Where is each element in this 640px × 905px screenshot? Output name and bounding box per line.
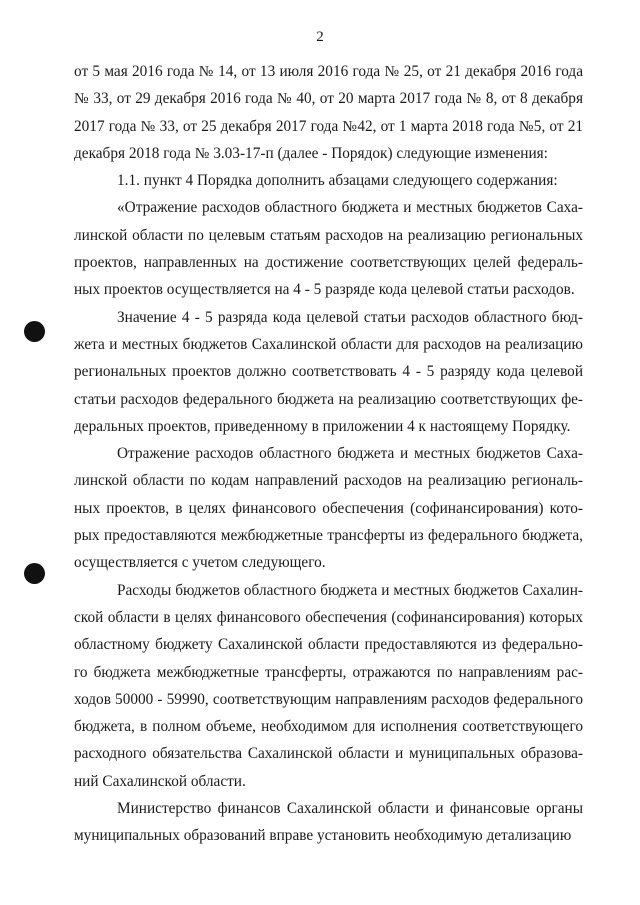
- text-line: 1.1. пункт 4 Порядка дополнить абзацами следующего содержания:: [117, 172, 558, 190]
- text-line: жета и местных бюджетов Сахалинской области для расходов на реализацию: [74, 335, 583, 353]
- text-line: бюджета, в полном объеме, необходимом для исполнения соответствующего: [74, 718, 583, 736]
- text-line: расходного обязательства Сахалинской области и муниципальных образова-: [74, 745, 583, 763]
- paragraph-p6: [74, 577, 583, 795]
- text-line: ской области в целях финансового обеспечения (софинансирования) которых: [74, 608, 583, 626]
- text-line: статьи расходов федерального бюджета на реализацию соответствующих фе-: [74, 390, 583, 408]
- punch-hole-top: [24, 321, 45, 342]
- paragraph-p1: [74, 58, 583, 167]
- text-line: областному бюджету Сахалинской области предоставляются из федерально-: [74, 636, 583, 654]
- page-number: 2: [316, 29, 324, 45]
- punch-hole-bottom: [24, 563, 45, 584]
- text-line: ных проектов осуществляется на 4 - 5 разряде кода целевой статьи расходов.: [74, 281, 575, 299]
- text-line: го бюджета межбюджетные трансферты, отражаются по направлениям рас-: [74, 663, 583, 681]
- text-line: рых предоставляются межбюджетные трансферты из федерального бюджета,: [74, 527, 583, 545]
- paragraph-p3: [74, 194, 583, 303]
- text-line: осуществляется с учетом следующего.: [74, 554, 326, 572]
- paragraph-p2: [74, 167, 583, 194]
- text-line: деральных проектов, приведенному в приложении 4 к настоящему Порядку.: [74, 417, 571, 435]
- text-line: линской области по кодам направлений расходов на реализацию региональ-: [74, 472, 583, 490]
- text-line: декабря 2018 года № 3.03-17-п (далее - Порядок) следующие изменения:: [74, 144, 548, 162]
- text-line: ний Сахалинской области.: [74, 772, 246, 790]
- text-line: «Отражение расходов областного бюджета и местных бюджетов Саха-: [117, 199, 583, 217]
- document-body: [74, 58, 583, 850]
- text-line: муниципальных образований вправе установить необходимую детализацию: [74, 827, 572, 845]
- text-line: ных проектов, в целях финансового обеспечения (софинансирования) кото-: [74, 499, 583, 517]
- text-line: от 5 мая 2016 года № 14, от 13 июля 2016 года № 25, от 21 декабря 2016 года: [74, 63, 583, 80]
- text-line: № 33, от 29 декабря 2016 года № 40, от 20 марта 2017 года № 8, от 8 декабря: [74, 90, 583, 108]
- text-line: Расходы бюджетов областного бюджета и местных бюджетов Сахалин-: [117, 581, 583, 599]
- paragraph-p4: [74, 304, 583, 440]
- text-line: ходов 50000 - 59990, соответствующим направлениям расходов федерального: [74, 690, 583, 708]
- paragraph-p7: [74, 795, 583, 850]
- text-line: проектов, направленных на достижение соответствующих целей федераль-: [74, 254, 583, 272]
- text-line: региональных проектов должно соответствовать 4 - 5 разряду кода целевой: [74, 363, 583, 381]
- text-line: Отражение расходов областного бюджета и местных бюджетов Саха-: [117, 445, 583, 463]
- text-line: линской области по целевым статьям расходов на реализацию региональных: [74, 226, 583, 244]
- text-line: Значение 4 - 5 разряда кода целевой статьи расходов областного бюд-: [117, 308, 583, 326]
- paragraph-p5: [74, 440, 583, 576]
- text-line: Министерство финансов Сахалинской области и финансовые органы: [117, 800, 583, 818]
- text-line: 2017 года № 33, от 25 декабря 2017 года №42, от 1 марта 2018 года №5, от 21: [74, 117, 583, 135]
